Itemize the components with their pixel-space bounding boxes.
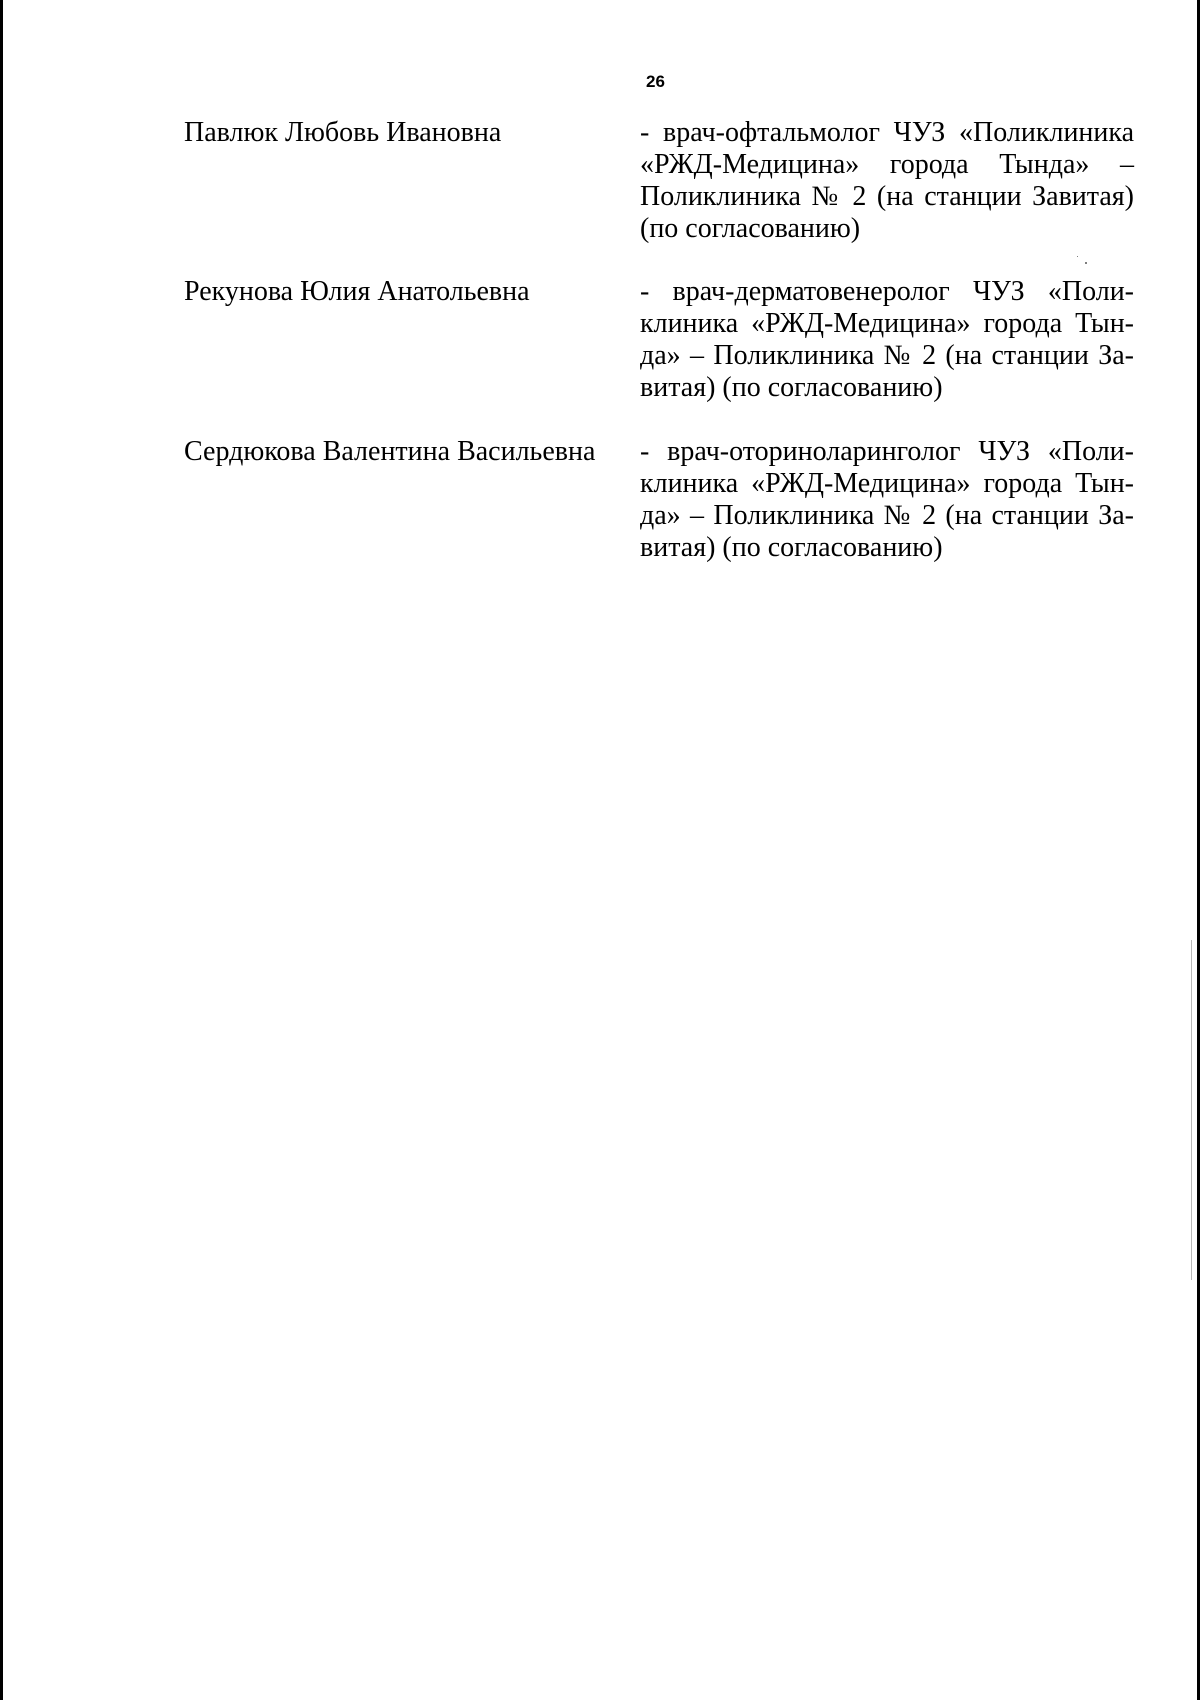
position-line: клиника «РЖД-Медицина» города Тын- (640, 468, 1134, 499)
scan-edge-left (0, 0, 3, 1700)
position-line: витая) (по согласованию) (640, 372, 943, 403)
position-line: - врач-дерматовенеролог ЧУЗ «Поли- (640, 276, 1134, 307)
member-position (640, 436, 1134, 564)
scan-edge-mark (1191, 940, 1192, 1280)
scan-speck (1085, 262, 1087, 264)
position-line: да» – Поликлиника № 2 (на станции За- (640, 500, 1134, 531)
member-name: Рекунова Юлия Анатольевна (184, 276, 530, 307)
scan-speck (1077, 256, 1078, 257)
position-line: - врач-оториноларинголог ЧУЗ «Поли- (640, 436, 1134, 467)
member-position (640, 276, 1134, 404)
position-line: «РЖД-Медицина» города Тында» – (640, 149, 1134, 180)
position-line: клиника «РЖД-Медицина» города Тын- (640, 308, 1134, 339)
position-line: Поликлиника № 2 (на станции Завитая) (640, 181, 1134, 212)
position-line: (по согласованию) (640, 213, 861, 244)
position-line: витая) (по согласованию) (640, 532, 943, 563)
position-line: да» – Поликлиника № 2 (на станции За- (640, 340, 1134, 371)
member-position (640, 117, 1134, 245)
member-name: Павлюк Любовь Ивановна (184, 117, 502, 148)
member-name: Сердюкова Валентина Васильевна (184, 436, 596, 467)
page-number: 26 (646, 72, 665, 91)
position-line: - врач-офтальмолог ЧУЗ «Поликлиника (640, 117, 1134, 148)
